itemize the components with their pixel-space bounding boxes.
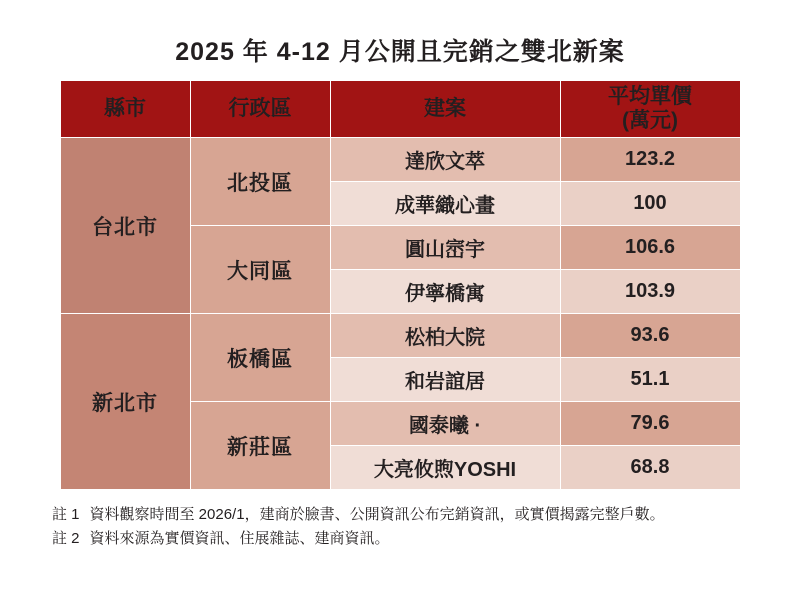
cell-project: 松柏大院 — [330, 314, 560, 358]
column-header-project: 建案 — [330, 81, 560, 138]
table-body — [60, 138, 740, 490]
cell-project: 和岩誼居 — [330, 358, 560, 402]
cell-price: 103.9 — [560, 270, 740, 314]
page-title: 2025 年 4-12 月公開且完銷之雙北新案 — [175, 38, 625, 66]
cell-price: 79.6 — [560, 402, 740, 446]
footnote-2 — [50, 528, 750, 550]
cell-project: 成華織心畫 — [330, 182, 560, 226]
cell-district-datong: 大同區 — [190, 226, 330, 314]
cell-city-taipei: 台北市 — [60, 138, 190, 314]
table-row — [60, 138, 740, 182]
cell-district-xinzhuang: 新莊區 — [190, 402, 330, 490]
cell-district-banqiao: 板橋區 — [190, 314, 330, 402]
cell-project: 圓山崈宇 — [330, 226, 560, 270]
footnote-2-text: 資料來源為實價資訊、住展雜誌、建商資訊。 — [89, 529, 390, 547]
table-header — [60, 81, 740, 138]
data-table — [60, 80, 741, 490]
footnote-1 — [50, 504, 750, 526]
cell-district-beitou: 北投區 — [190, 138, 330, 226]
table-row — [60, 314, 740, 358]
column-header-price — [560, 81, 740, 138]
footnote-1-label: 註 1 — [52, 506, 80, 523]
cell-project: 達欣文萃 — [330, 138, 560, 182]
footnote-2-label: 註 2 — [52, 529, 80, 547]
column-header-price-line2: (萬元) — [622, 109, 678, 132]
cell-project: 國泰曦 · — [330, 402, 560, 446]
cell-price: 68.8 — [560, 446, 740, 490]
footnote-1-text: 資料觀察時間至 2026/1，建商於臉書、公開資訊公布完銷資訊，或實價揭露完整戶數。 — [89, 506, 665, 523]
column-header-city: 縣市 — [60, 81, 190, 138]
cell-project: 伊寧橋寓 — [330, 270, 560, 314]
cell-price: 106.6 — [560, 226, 740, 270]
column-header-price-line1: 平均單價 — [608, 84, 692, 108]
cell-price: 123.2 — [560, 138, 740, 182]
column-header-district: 行政區 — [190, 81, 330, 138]
cell-price: 100 — [560, 182, 740, 226]
cell-city-new-taipei: 新北市 — [60, 314, 190, 490]
footnotes — [50, 504, 750, 550]
cell-price: 51.1 — [560, 358, 740, 402]
cell-price: 93.6 — [560, 314, 740, 358]
cell-project: 大亮攸煦YOSHI — [330, 446, 560, 490]
